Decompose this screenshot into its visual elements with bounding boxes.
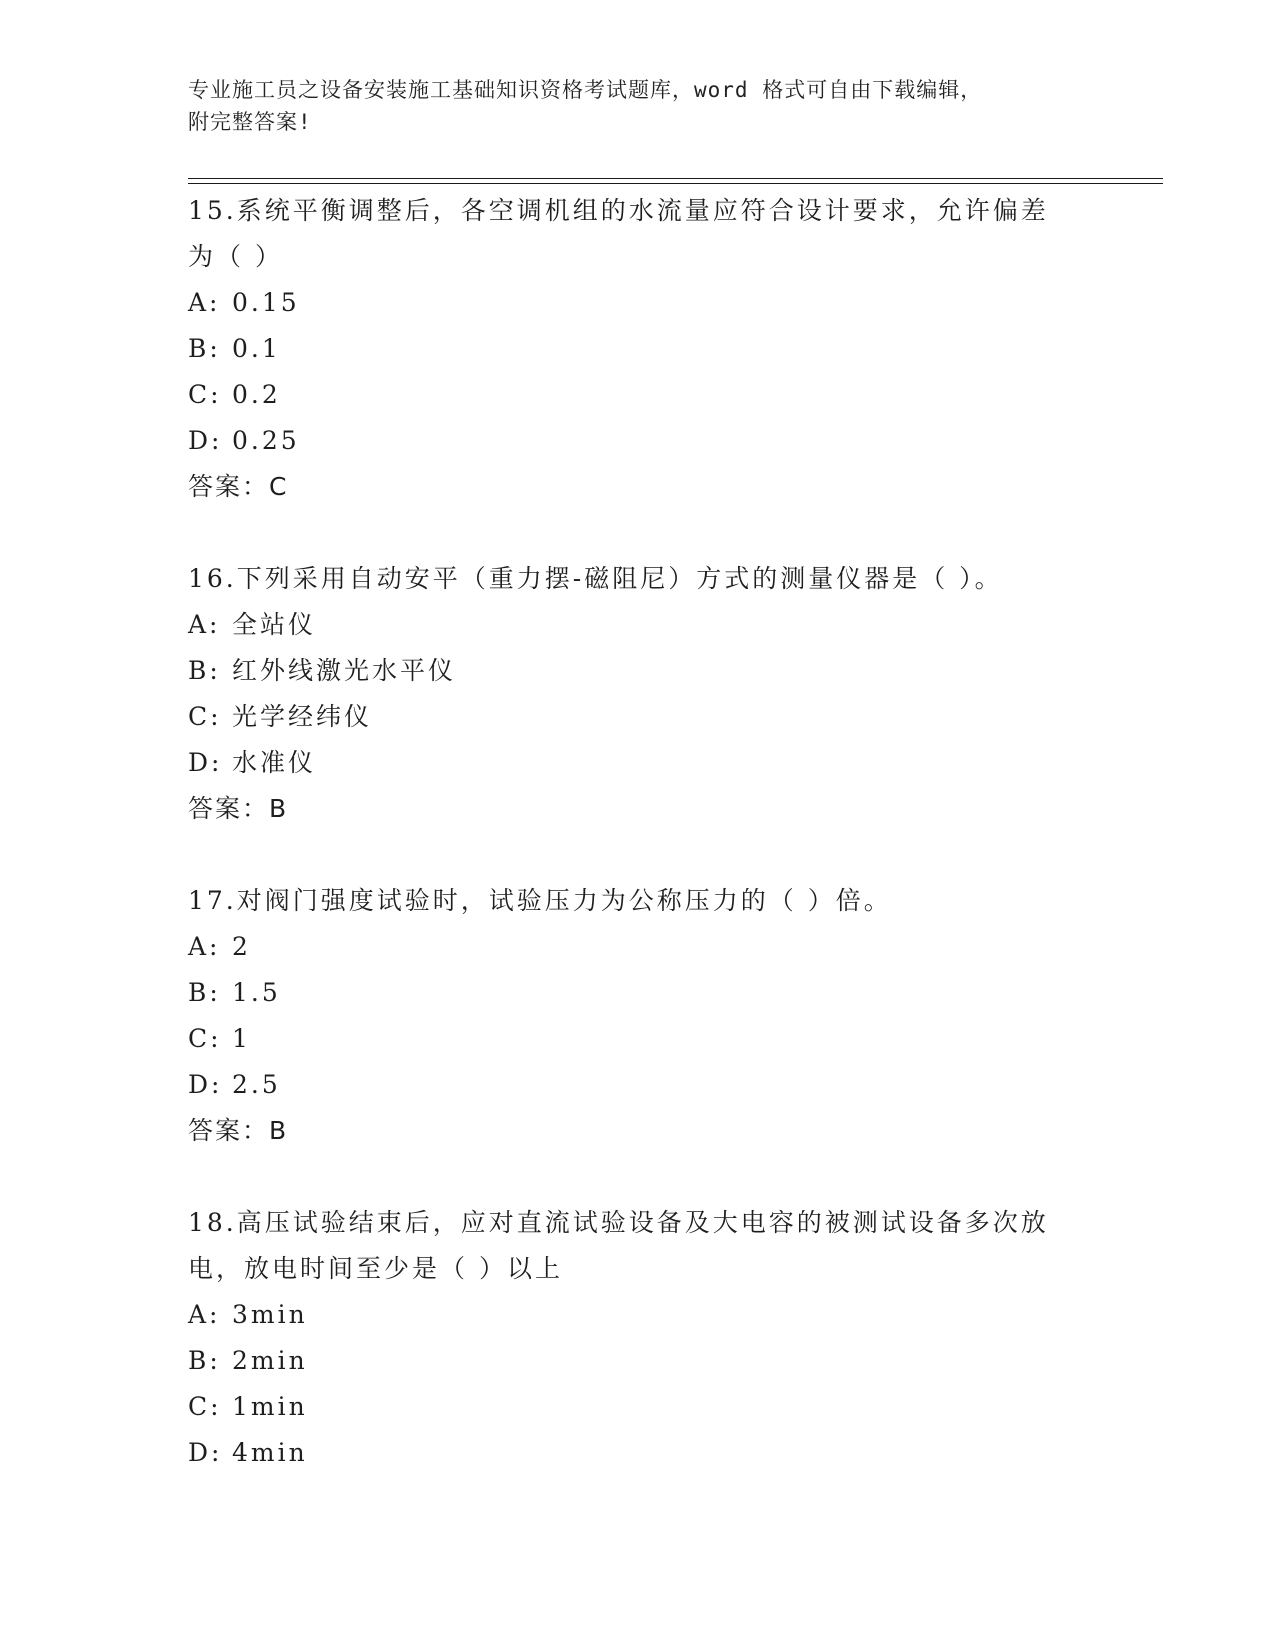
question-stem: 15.系统平衡调整后，各空调机组的水流量应符合设计要求，允许偏差 bbox=[188, 196, 1049, 225]
answer-line: 答案：B bbox=[188, 794, 289, 823]
header-line-1: 专业施工员之设备安装施工基础知识资格考试题库，word 格式可自由下载编辑， bbox=[188, 78, 983, 102]
answer-line: 答案：B bbox=[188, 1116, 289, 1145]
option-text: 光学经纬仪 bbox=[232, 702, 373, 731]
option-key: D: bbox=[188, 1070, 223, 1099]
option-text: 1min bbox=[232, 1392, 308, 1421]
option-text: 0.25 bbox=[232, 426, 300, 455]
option-c bbox=[188, 694, 1088, 740]
option-key: C: bbox=[188, 1024, 222, 1053]
question-15 bbox=[188, 188, 1088, 510]
option-b bbox=[188, 326, 1088, 372]
option-key: A: bbox=[188, 932, 221, 961]
option-text: 水准仪 bbox=[232, 748, 317, 777]
question-stem-continued: 电，放电时间至少是（ ）以上 bbox=[188, 1254, 563, 1283]
option-key: B: bbox=[188, 978, 221, 1007]
option-key: B: bbox=[188, 1346, 221, 1375]
option-text: 全站仪 bbox=[232, 610, 317, 639]
option-b bbox=[188, 648, 1088, 694]
option-key: B: bbox=[188, 334, 221, 363]
option-key: C: bbox=[188, 380, 222, 409]
option-d bbox=[188, 418, 1088, 464]
option-key: A: bbox=[188, 610, 221, 639]
option-key: C: bbox=[188, 1392, 222, 1421]
option-key: D: bbox=[188, 426, 223, 455]
document-header bbox=[188, 74, 1068, 138]
option-c bbox=[188, 372, 1088, 418]
header-divider-bottom bbox=[188, 183, 1163, 184]
option-key: D: bbox=[188, 748, 223, 777]
option-text: 红外线激光水平仪 bbox=[232, 656, 457, 685]
option-text: 3min bbox=[232, 1300, 308, 1329]
header-line-2: 附完整答案! bbox=[188, 110, 312, 134]
header-divider-top bbox=[188, 178, 1163, 179]
question-list bbox=[188, 188, 1088, 1476]
option-text: 0.1 bbox=[232, 334, 281, 363]
question-18 bbox=[188, 1200, 1088, 1476]
option-key: C: bbox=[188, 702, 222, 731]
option-a bbox=[188, 602, 1088, 648]
option-b bbox=[188, 1338, 1088, 1384]
option-c bbox=[188, 1384, 1088, 1430]
option-key: A: bbox=[188, 288, 221, 317]
option-a bbox=[188, 280, 1088, 326]
question-16 bbox=[188, 556, 1088, 832]
option-c bbox=[188, 1016, 1088, 1062]
option-text: 4min bbox=[232, 1438, 308, 1467]
option-b bbox=[188, 970, 1088, 1016]
question-stem: 16.下列采用自动安平（重力摆-磁阻尼）方式的测量仪器是（ ）。 bbox=[188, 564, 1003, 593]
question-spacer bbox=[188, 510, 1088, 556]
option-key: B: bbox=[188, 656, 221, 685]
option-d bbox=[188, 740, 1088, 786]
option-text: 1.5 bbox=[232, 978, 281, 1007]
option-key: D: bbox=[188, 1438, 223, 1467]
option-d bbox=[188, 1062, 1088, 1108]
answer-line: 答案：C bbox=[188, 472, 289, 501]
option-a bbox=[188, 924, 1088, 970]
option-text: 2.5 bbox=[232, 1070, 281, 1099]
question-17 bbox=[188, 878, 1088, 1154]
option-text: 1 bbox=[232, 1024, 251, 1053]
question-stem-continued: 为（ ） bbox=[188, 242, 283, 271]
option-key: A: bbox=[188, 1300, 221, 1329]
option-d bbox=[188, 1430, 1088, 1476]
question-spacer bbox=[188, 1154, 1088, 1200]
option-text: 0.2 bbox=[232, 380, 281, 409]
question-stem: 17.对阀门强度试验时，试验压力为公称压力的（ ）倍。 bbox=[188, 886, 892, 915]
option-text: 2 bbox=[232, 932, 251, 961]
option-text: 2min bbox=[232, 1346, 308, 1375]
question-spacer bbox=[188, 832, 1088, 878]
option-a bbox=[188, 1292, 1088, 1338]
option-text: 0.15 bbox=[232, 288, 300, 317]
question-stem: 18.高压试验结束后，应对直流试验设备及大电容的被测试设备多次放 bbox=[188, 1208, 1049, 1237]
